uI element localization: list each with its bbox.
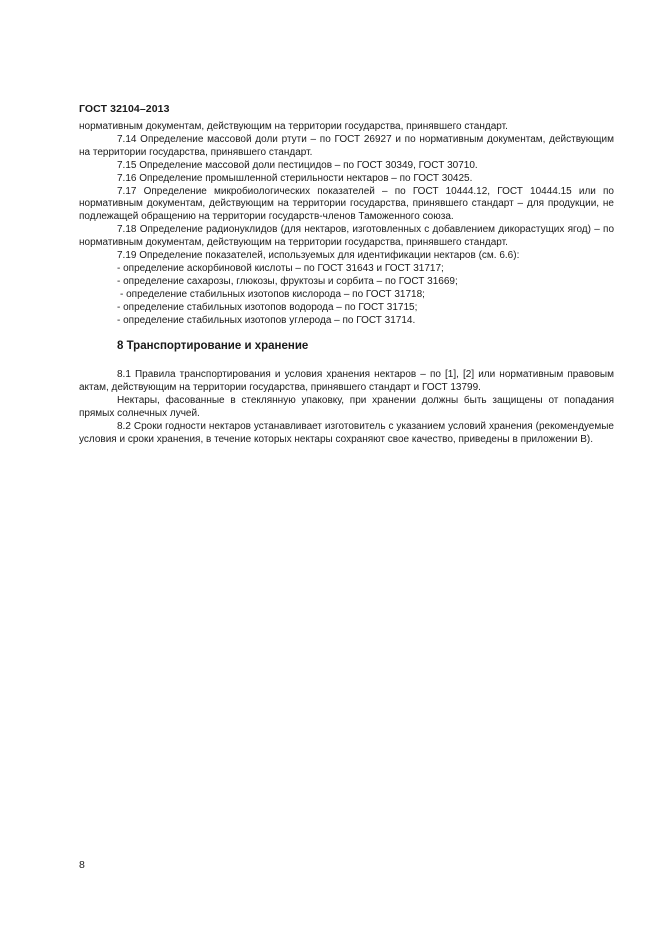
paragraph-7-14: 7.14 Определение массовой доли ртути – по ГОСТ 26927 и по нормативным документам, действующим на территории государства, принявшего стандарт.	[79, 133, 614, 158]
list-item: - определение аскорбиновой кислоты – по ГОСТ 31643 и ГОСТ 31717;	[117, 262, 444, 274]
paragraph-7-18: 7.18 Определение радионуклидов (для нектаров, изготовленных с добавлением дикорастущих ягод) – по нормативным документам, действующим на территории государства, принявшего стандарт.	[79, 224, 614, 249]
paragraph-glass-packaging: Нектары, фасованные в стеклянную упаковку, при хранении должны быть защищены от попадания прямых солнечных лучей.	[79, 394, 614, 419]
paragraph-7-15: 7.15 Определение массовой доли пестицидов – по ГОСТ 30349, ГОСТ 30710.	[117, 159, 478, 171]
paragraph-continuation: нормативным документам, действующим на территории государства, принявшего стандарт.	[79, 121, 508, 132]
paragraph-7-16: 7.16 Определение промышленной стерильности нектаров – по ГОСТ 30425.	[117, 172, 473, 184]
page-number: 8	[79, 859, 85, 871]
paragraph-8-2: 8.2 Сроки годности нектаров устанавливает изготовитель с указанием условий хранения (рекомендуемые условия и сроки хранения, в течение которых нектары сохраняют свое качество, приведены в приложении В).	[79, 420, 614, 445]
paragraph-8-1: 8.1 Правила транспортирования и условия хранения нектаров – по [1], [2] или нормативным правовым актам, действующим на территории государства, принявшего стандарт и ГОСТ 13799.	[79, 369, 614, 393]
paragraph-7-19: 7.19 Определение показателей, используемых для идентификации нектаров (см. 6.6):	[117, 250, 520, 262]
section-8-heading: 8 Транспортирование и хранение	[117, 340, 309, 352]
list-item: - определение стабильных изотопов кислорода – по ГОСТ 31718;	[120, 288, 425, 300]
list-item: - определение стабильных изотопов водорода – по ГОСТ 31715;	[117, 301, 418, 313]
list-item: - определение сахарозы, глюкозы, фруктозы и сорбита – по ГОСТ 31669;	[117, 275, 458, 287]
document-code-header: ГОСТ 32104–2013	[79, 103, 170, 115]
section-8-body	[79, 369, 614, 446]
section-7-body	[79, 121, 614, 328]
list-item: - определение стабильных изотопов углерода – по ГОСТ 31714.	[117, 314, 416, 326]
paragraph-7-17: 7.17 Определение микробиологических показателей – по ГОСТ 10444.12, ГОСТ 10444.15 или по нормативным документам, действующим на территории государства, принявшего стандарт – для продукции, не подлежащей обращению на территории государств-членов Таможенного союза.	[79, 185, 614, 223]
